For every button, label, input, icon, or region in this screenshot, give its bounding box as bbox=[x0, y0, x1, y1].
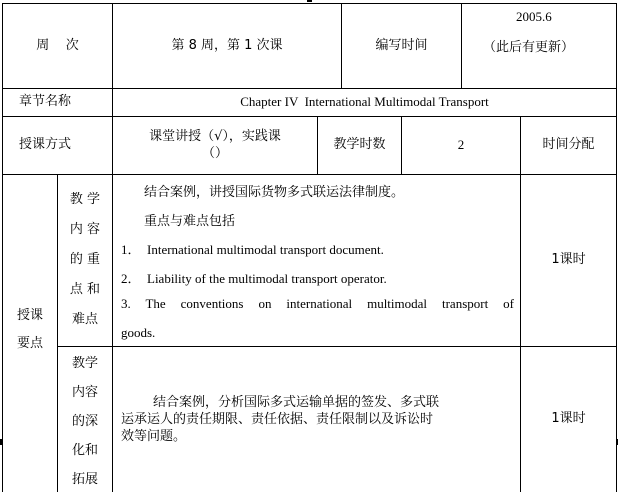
key-points-label-line: 要点 bbox=[16, 336, 43, 351]
chapter-label: 章节名称 bbox=[19, 94, 72, 110]
teaching-method-line: （） bbox=[201, 145, 228, 161]
label-line: 点 和 bbox=[69, 282, 101, 297]
label-line: 的 重 bbox=[69, 252, 101, 267]
week-value: 第 8 周，第 1 次课 bbox=[171, 37, 283, 53]
label-line: 教 学 bbox=[69, 192, 101, 207]
label-line: 拓展 bbox=[71, 471, 98, 487]
grid-line bbox=[616, 3, 617, 492]
section2-text-line: 运承运人的责任期限、责任依据、责任限制以及诉讼时 bbox=[121, 412, 434, 427]
label-line: 内容 bbox=[71, 384, 98, 400]
corner-mark-top bbox=[307, 0, 312, 2]
key-point-item: 1． International multimodal transport document. bbox=[121, 242, 384, 257]
label-line: 内 容 bbox=[69, 222, 101, 237]
label-line: 难点 bbox=[71, 312, 98, 327]
key-points-label-line: 授课 bbox=[16, 308, 43, 323]
written-date: 2005.6 bbox=[516, 9, 552, 24]
teaching-method-label: 授课方式 bbox=[19, 137, 72, 153]
key-difficult-points-label bbox=[58, 186, 112, 334]
week-label: 周 次 bbox=[36, 37, 79, 53]
section2-text-line: 效等问题。 bbox=[121, 429, 187, 444]
label-line: 教学 bbox=[71, 355, 98, 371]
section1-intro: 结合案例，讲授国际货物多式联运法律制度。 bbox=[144, 185, 405, 200]
section2-time: 1课时 bbox=[551, 411, 586, 427]
section2-text-line: 结合案例，分析国际多式运输单据的签发、多式联 bbox=[153, 395, 440, 410]
teaching-hours-value: 2 bbox=[457, 137, 465, 153]
section1-time: 1课时 bbox=[551, 252, 586, 268]
update-note: （此后有更新） bbox=[483, 40, 575, 55]
time-allocation-label: 时间分配 bbox=[542, 137, 595, 153]
written-time-label: 编写时间 bbox=[375, 37, 428, 53]
section1-subheading: 重点与难点包括 bbox=[144, 214, 236, 229]
grid-line bbox=[461, 3, 462, 88]
teaching-hours-label: 教学时数 bbox=[333, 137, 386, 153]
deepening-extension-label bbox=[58, 350, 112, 492]
grid-line bbox=[112, 174, 113, 492]
chapter-title: Chapter IV International Multimodal Transport bbox=[240, 94, 489, 110]
label-line: 化和 bbox=[71, 442, 98, 458]
key-point-item: 3. The conventions on international multimodal transport of bbox=[121, 296, 514, 311]
teaching-method-line: 课堂讲授（√），实践课 bbox=[149, 128, 281, 144]
key-points-label bbox=[3, 300, 57, 360]
key-point-item: 2． Liability of the multimodal transport operator. bbox=[121, 271, 387, 286]
key-point-item-continued: goods. bbox=[121, 325, 156, 340]
teaching-method-value bbox=[113, 117, 317, 174]
label-line: 的深 bbox=[71, 413, 98, 429]
